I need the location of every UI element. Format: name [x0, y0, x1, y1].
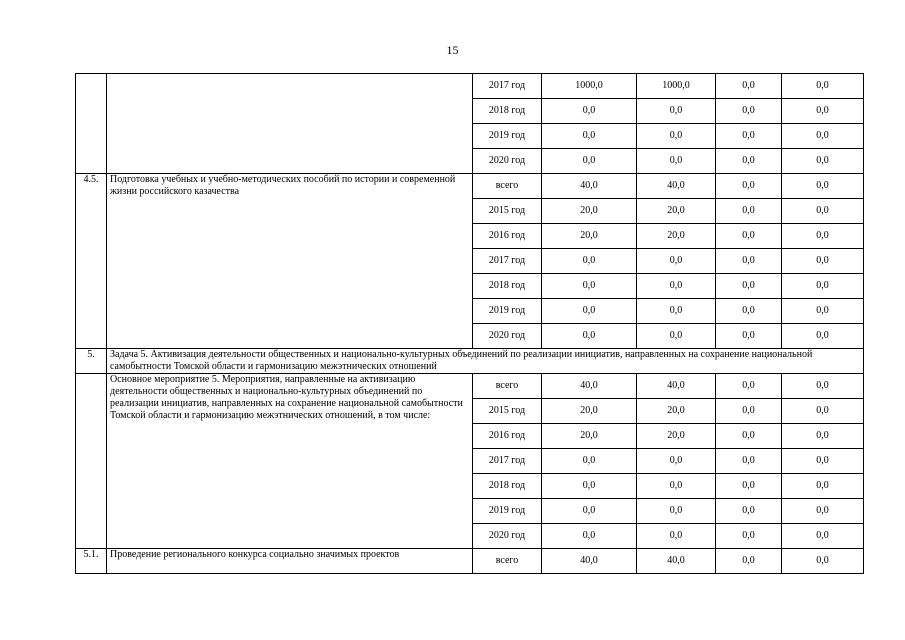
value-cell: 0,0 [782, 524, 864, 549]
task-description-cell: Задача 5. Активизация деятельности общественных и национально-культурных объединений по реализации инициатив, направленных на сохранение национальной самобытности Томской области и гармонизацию межэтнических отношений [107, 349, 864, 374]
value-cell: 0,0 [716, 449, 782, 474]
year-cell: 2017 год [473, 249, 542, 274]
year-cell: 2017 год [473, 74, 542, 99]
value-cell: 0,0 [716, 524, 782, 549]
value-cell: 0,0 [782, 174, 864, 199]
value-cell: 1000,0 [637, 74, 716, 99]
value-cell: 20,0 [637, 224, 716, 249]
year-cell: 2019 год [473, 124, 542, 149]
year-cell: 2018 год [473, 99, 542, 124]
activity-name-cell [107, 74, 473, 174]
value-cell: 0,0 [716, 249, 782, 274]
value-cell: 0,0 [716, 549, 782, 574]
year-cell: 2019 год [473, 299, 542, 324]
value-cell: 0,0 [716, 499, 782, 524]
year-cell: всего [473, 174, 542, 199]
value-cell: 0,0 [782, 424, 864, 449]
value-cell: 0,0 [782, 499, 864, 524]
value-cell: 0,0 [542, 149, 637, 174]
value-cell: 0,0 [542, 249, 637, 274]
value-cell: 0,0 [782, 399, 864, 424]
activity-name-cell: Подготовка учебных и учебно-методических пособий по истории и современной жизни российского казачества [107, 174, 473, 349]
value-cell: 0,0 [716, 149, 782, 174]
value-cell: 0,0 [716, 99, 782, 124]
value-cell: 0,0 [542, 449, 637, 474]
budget-table [75, 73, 864, 574]
value-cell: 0,0 [716, 274, 782, 299]
value-cell: 0,0 [716, 174, 782, 199]
value-cell: 1000,0 [542, 74, 637, 99]
value-cell: 20,0 [542, 424, 637, 449]
value-cell: 20,0 [542, 224, 637, 249]
value-cell: 40,0 [542, 549, 637, 574]
table-row [76, 374, 864, 399]
value-cell: 0,0 [716, 424, 782, 449]
value-cell: 0,0 [716, 224, 782, 249]
value-cell: 40,0 [637, 374, 716, 399]
value-cell: 20,0 [637, 199, 716, 224]
row-number-cell [76, 374, 107, 549]
value-cell: 0,0 [637, 149, 716, 174]
table-row [76, 549, 864, 574]
page-number: 15 [446, 43, 459, 57]
value-cell: 20,0 [637, 424, 716, 449]
value-cell: 0,0 [782, 99, 864, 124]
value-cell: 0,0 [716, 474, 782, 499]
year-cell: 2018 год [473, 474, 542, 499]
value-cell: 0,0 [782, 449, 864, 474]
year-cell: 2018 год [473, 274, 542, 299]
value-cell: 0,0 [782, 299, 864, 324]
value-cell: 0,0 [782, 474, 864, 499]
value-cell: 20,0 [542, 199, 637, 224]
row-number-cell: 5. [76, 349, 107, 374]
value-cell: 0,0 [637, 274, 716, 299]
value-cell: 0,0 [542, 324, 637, 349]
value-cell: 0,0 [637, 99, 716, 124]
value-cell: 0,0 [716, 299, 782, 324]
value-cell: 0,0 [782, 549, 864, 574]
value-cell: 40,0 [637, 549, 716, 574]
value-cell: 0,0 [716, 324, 782, 349]
year-cell: 2020 год [473, 524, 542, 549]
value-cell: 0,0 [542, 299, 637, 324]
year-cell: 2015 год [473, 199, 542, 224]
task-row [76, 349, 864, 374]
value-cell: 0,0 [782, 199, 864, 224]
value-cell: 40,0 [637, 174, 716, 199]
value-cell: 0,0 [782, 374, 864, 399]
row-number-cell: 4.5. [76, 174, 107, 349]
table-row [76, 74, 864, 99]
value-cell: 0,0 [716, 374, 782, 399]
year-cell: всего [473, 374, 542, 399]
value-cell: 0,0 [782, 324, 864, 349]
value-cell: 20,0 [637, 399, 716, 424]
value-cell: 0,0 [542, 524, 637, 549]
value-cell: 0,0 [782, 224, 864, 249]
value-cell: 0,0 [542, 499, 637, 524]
year-cell: 2016 год [473, 424, 542, 449]
activity-name-cell: Проведение регионального конкурса социально значимых проектов [107, 549, 473, 574]
year-cell: 2015 год [473, 399, 542, 424]
value-cell: 0,0 [782, 149, 864, 174]
value-cell: 0,0 [782, 249, 864, 274]
year-cell: 2019 год [473, 499, 542, 524]
value-cell: 0,0 [542, 124, 637, 149]
value-cell: 20,0 [542, 399, 637, 424]
value-cell: 0,0 [542, 274, 637, 299]
table-row [76, 174, 864, 199]
value-cell: 0,0 [716, 74, 782, 99]
value-cell: 0,0 [542, 474, 637, 499]
row-number-cell [76, 74, 107, 174]
row-number-cell: 5.1. [76, 549, 107, 574]
value-cell: 0,0 [782, 74, 864, 99]
value-cell: 0,0 [637, 324, 716, 349]
value-cell: 0,0 [542, 99, 637, 124]
year-cell: 2017 год [473, 449, 542, 474]
value-cell: 0,0 [637, 299, 716, 324]
value-cell: 40,0 [542, 374, 637, 399]
value-cell: 0,0 [716, 124, 782, 149]
year-cell: 2020 год [473, 149, 542, 174]
year-cell: 2016 год [473, 224, 542, 249]
year-cell: 2020 год [473, 324, 542, 349]
value-cell: 0,0 [637, 124, 716, 149]
value-cell: 0,0 [716, 399, 782, 424]
value-cell: 0,0 [637, 499, 716, 524]
activity-name-cell: Основное мероприятие 5. Мероприятия, направленные на активизацию деятельности общественных и национально-культурных объединений по реализации инициатив, направленных на сохранение национальной самобытности Томской области и гармонизацию межэтнических отношений, в том числе: [107, 374, 473, 549]
value-cell: 0,0 [716, 199, 782, 224]
value-cell: 0,0 [637, 474, 716, 499]
value-cell: 40,0 [542, 174, 637, 199]
value-cell: 0,0 [637, 524, 716, 549]
value-cell: 0,0 [637, 249, 716, 274]
year-cell: всего [473, 549, 542, 574]
value-cell: 0,0 [782, 124, 864, 149]
value-cell: 0,0 [782, 274, 864, 299]
value-cell: 0,0 [637, 449, 716, 474]
